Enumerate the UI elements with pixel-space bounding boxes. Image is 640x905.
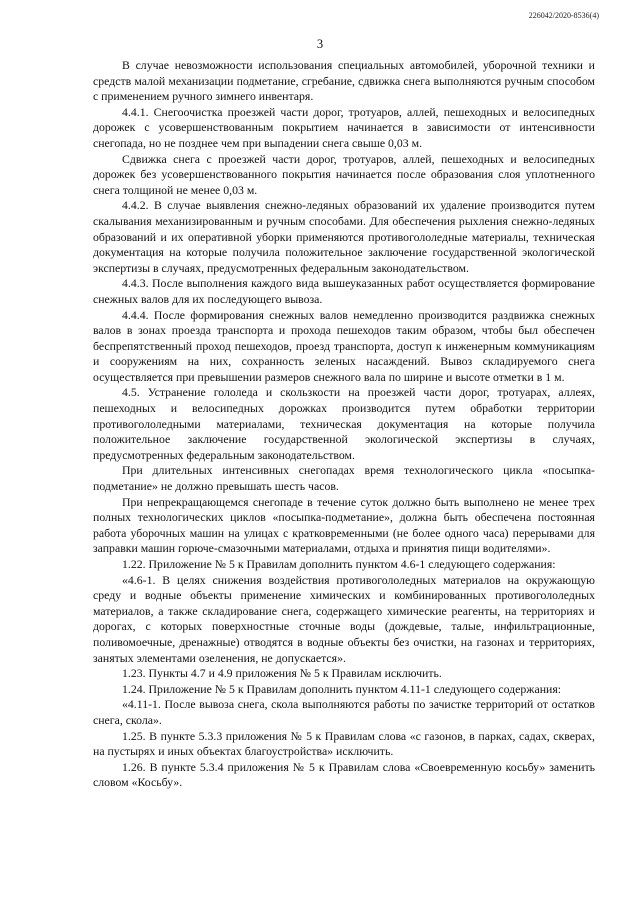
paragraph: При непрекращающемся снегопаде в течение суток должно быть выполнено не менее трех полных технологических циклов «посыпка-подметание», должна быть обеспечена постоянная работа уборочных машин на улицах с кратковременными (не более одного часа) перерывами для заправки машин горюче-смазочными материалами, отдыха и принятия пищи водителями». <box>93 494 595 556</box>
paragraph: «4.11-1. После вывоза снега, скола выполняются работы по зачистке территорий от остатков снега, скола». <box>93 697 595 727</box>
paragraph: 4.4.1. Снегоочистка проезжей части дорог, тротуаров, аллей, пешеходных и велосипедных дорожек с усовершенствованным покрытием начинается в зависимости от интенсивности снегопада, но не позднее чем при выпадении снега свыше 0,03 м. <box>93 104 595 150</box>
paragraph: При длительных интенсивных снегопадах время технологического цикла «посыпка-подметание» не должно превышать шесть часов. <box>93 463 595 494</box>
document-body <box>93 58 595 791</box>
paragraph: В случае невозможности использования специальных автомобилей, уборочной техники и средств малой механизации подметание, сгребание, сдвижка снега выполняются ручным способом с применением ручного зимнего инвентаря. <box>93 58 595 104</box>
paragraph: 1.24. Приложение № 5 к Правилам дополнить пунктом 4.11-1 следующего содержания: <box>122 681 562 696</box>
paragraph: 1.25. В пункте 5.3.3 приложения № 5 к Правилам слова «с газонов, в парках, садах, скверах, на пустырях и иных объектах благоустройства» исключить. <box>93 728 595 759</box>
paragraph: 1.26. В пункте 5.3.4 приложения № 5 к Правилам слова «Своевременную косьбу» заменить словом «Косьбу». <box>93 759 595 790</box>
paragraph: 4.4.2. В случае выявления снежно-ледяных образований их удаление производится путем скалывания механизированным и ручным способами. Для обеспечения рыхления снежно-ледяных образований и их оперативной уборки применяются противогололедные материалы, техническая документация на которые получила положительное заключение государственной экологической экспертизы в случаях, предусмотренных федеральным законодательством. <box>93 198 595 275</box>
page-number: 3 <box>316 37 324 51</box>
paragraph: 1.22. Приложение № 5 к Правилам дополнить пунктом 4.6-1 следующего содержания: <box>122 557 556 571</box>
paragraph: Сдвижка снега с проезжей части дорог, тротуаров, аллей, пешеходных и велосипедных дорожек без усовершенствованного покрытия начинается после образования слоя уплотненного снега толщиной не менее 0,03 м. <box>93 151 595 197</box>
paragraph: «4.6-1. В целях снижения воздействия противогололедных материалов на окружающую среду и водные объекты применение химических и комбинированных противогололедных материалов, а также складирование снега, содержащего химические реагенты, на территориях и дорогах, с которых поверхностные сточные воды (дождевые, талые, инфильтрационные, поливомоечные, дренажные) отводятся в водные объекты без очистки, на газонах и территориях, занятых элементами озеленения, не допускается». <box>93 572 595 665</box>
paragraph: 4.4.4. После формирования снежных валов немедленно производится раздвижка снежных валов в зонах проезда транспорта и прохода пешеходов таким образом, чтобы был обеспечен беспрепятственный проход пешеходов, проезд транспорта, доступ к инженерным коммуникациям и сооружениям на них, сохранность зеленых насаждений. Вывоз складируемого снега осуществляется при превышении размеров снежного вала по ширине и высоте отметки в 1 м. <box>93 307 595 384</box>
paragraph: 4.5. Устранение гололеда и скользкости на проезжей части дорог, тротуарах, аллеях, пешеходных и велосипедных дорожках производится путем обработки территории противогололедными материалами, техническая документация на которые получила положительное заключение государственной экологической экспертизы в случаях, предусмотренных федеральным законодательством. <box>93 385 595 462</box>
paragraph: 4.4.3. После выполнения каждого вида вышеуказанных работ осуществляется формирование снежных валов для их последующего вывоза. <box>93 276 595 306</box>
paragraph: 1.23. Пункты 4.7 и 4.9 приложения № 5 к Правилам исключить. <box>122 666 442 681</box>
document-id: 226042/2020-8536(4) <box>528 11 599 20</box>
